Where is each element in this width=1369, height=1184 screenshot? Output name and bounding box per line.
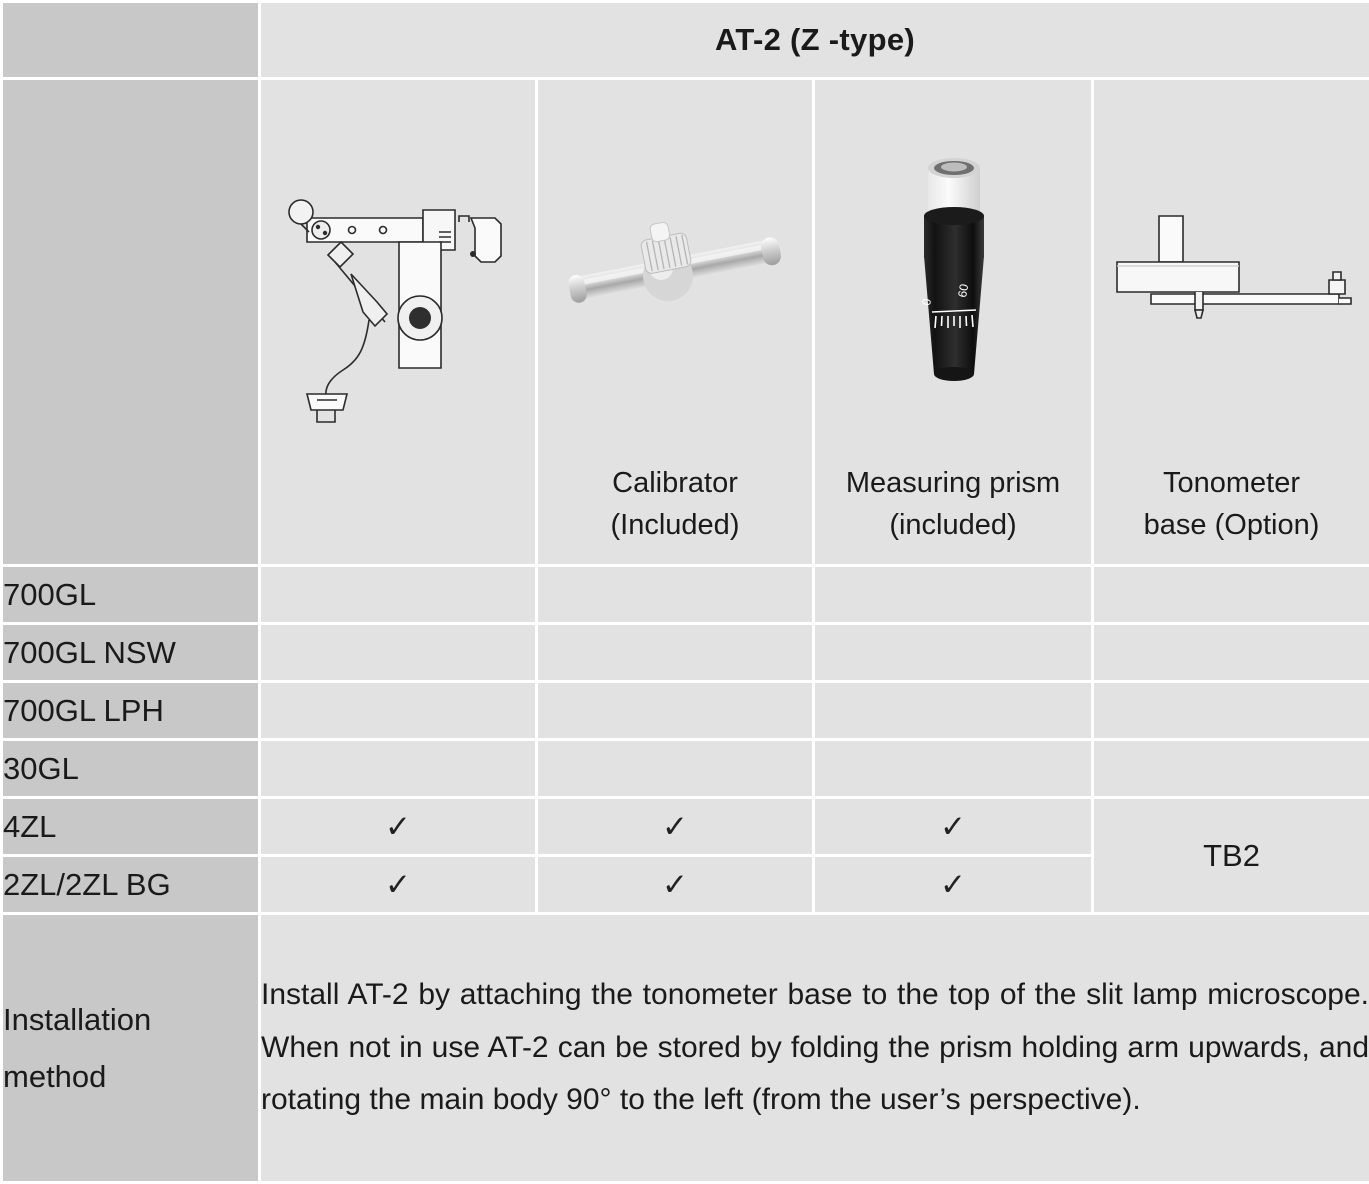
model-label-700gl-nsw: 700GL NSW: [2, 624, 260, 682]
corner-cell: [2, 2, 260, 79]
product-cell-calibrator: [537, 79, 814, 566]
cell-700gl-lph-at2: [260, 682, 537, 740]
product-caption-measuring-prism: [815, 462, 1091, 546]
table-row: [2, 740, 1369, 798]
cell-4zl-at2: [260, 798, 537, 856]
cell-2zl-at2: [260, 856, 537, 914]
check-mark: ✓: [662, 809, 688, 844]
model-label-4zl: 4ZL: [2, 798, 260, 856]
caption-line-1: Tonometer: [1163, 466, 1301, 499]
model-label-700gl-lph: 700GL LPH: [2, 682, 260, 740]
cell-2zl-calibrator: [537, 856, 814, 914]
product-cell-at2-unit: [260, 79, 537, 566]
product-cell-tonometer-base: [1093, 79, 1369, 566]
cell-30gl-calibrator: [537, 740, 814, 798]
table-row: [2, 624, 1369, 682]
table-row: [2, 682, 1369, 740]
cell-2zl-prism: [814, 856, 1093, 914]
cell-700gl-at2: [260, 566, 537, 624]
installation-method-label: [2, 914, 260, 1183]
svg-text:0: 0: [919, 297, 935, 307]
product-cell-measuring-prism: [814, 79, 1093, 566]
cell-700gl-nsw-calibrator: [537, 624, 814, 682]
model-label-30gl: 30GL: [2, 740, 260, 798]
check-mark: ✓: [940, 867, 966, 902]
cell-4zl-calibrator: [537, 798, 814, 856]
installation-method-row: [2, 914, 1369, 1183]
page-title: AT-2 (Z -type): [260, 2, 1369, 79]
cell-700gl-calibrator: [537, 566, 814, 624]
calibrator-rod-photo-icon: [538, 80, 812, 462]
check-mark: ✓: [662, 867, 688, 902]
caption-line-2: (Included): [610, 508, 740, 541]
installation-label-line-2: method: [3, 1059, 107, 1094]
tonometer-arm-diagram-icon: [261, 80, 535, 546]
caption-line-2: base (Option): [1143, 508, 1320, 541]
cell-4zl-prism: [814, 798, 1093, 856]
cell-30gl-at2: [260, 740, 537, 798]
cell-700gl-nsw-base: [1093, 624, 1369, 682]
cell-700gl-nsw-at2: [260, 624, 537, 682]
cell-tonometer-base-tb2: TB2: [1093, 798, 1369, 914]
check-mark: ✓: [940, 809, 966, 844]
cell-30gl-base: [1093, 740, 1369, 798]
cell-700gl-lph-base: [1093, 682, 1369, 740]
table-row: [2, 566, 1369, 624]
product-caption-calibrator: [538, 462, 812, 546]
installation-method-text: Install AT-2 by attaching the tonometer base to the top of the slit lamp microscope. When not in use AT-2 can be stored by folding the prism holding arm upwards, and rotating the main body 90° to the left (from the user’s perspective).: [261, 978, 1369, 1117]
check-mark: ✓: [385, 867, 411, 902]
installation-method-text-cell: [260, 914, 1369, 1183]
caption-line-2: (included): [889, 508, 1017, 541]
cell-700gl-nsw-prism: [814, 624, 1093, 682]
cell-30gl-prism: [814, 740, 1093, 798]
product-images-row: [2, 79, 1369, 566]
cell-700gl-lph-calibrator: [537, 682, 814, 740]
table-header-row: [2, 2, 1369, 79]
product-row-label-blank: [2, 79, 260, 566]
model-label-700gl: 700GL: [2, 566, 260, 624]
cell-700gl-base: [1093, 566, 1369, 624]
product-caption-tonometer-base: [1094, 462, 1369, 546]
installation-label-line-1: Installation: [3, 1001, 152, 1037]
cell-700gl-prism: [814, 566, 1093, 624]
tonometer-base-diagram-icon: [1094, 80, 1369, 462]
caption-line-1: Measuring prism: [845, 466, 1061, 499]
caption-line-1: Calibrator: [612, 466, 738, 499]
svg-text:60: 60: [955, 282, 972, 299]
cell-700gl-lph-prism: [814, 682, 1093, 740]
model-label-2zl: 2ZL/2ZL BG: [2, 856, 260, 914]
table-row: [2, 798, 1369, 856]
check-mark: ✓: [385, 809, 411, 844]
measuring-prism-photo-icon: [815, 80, 1091, 462]
